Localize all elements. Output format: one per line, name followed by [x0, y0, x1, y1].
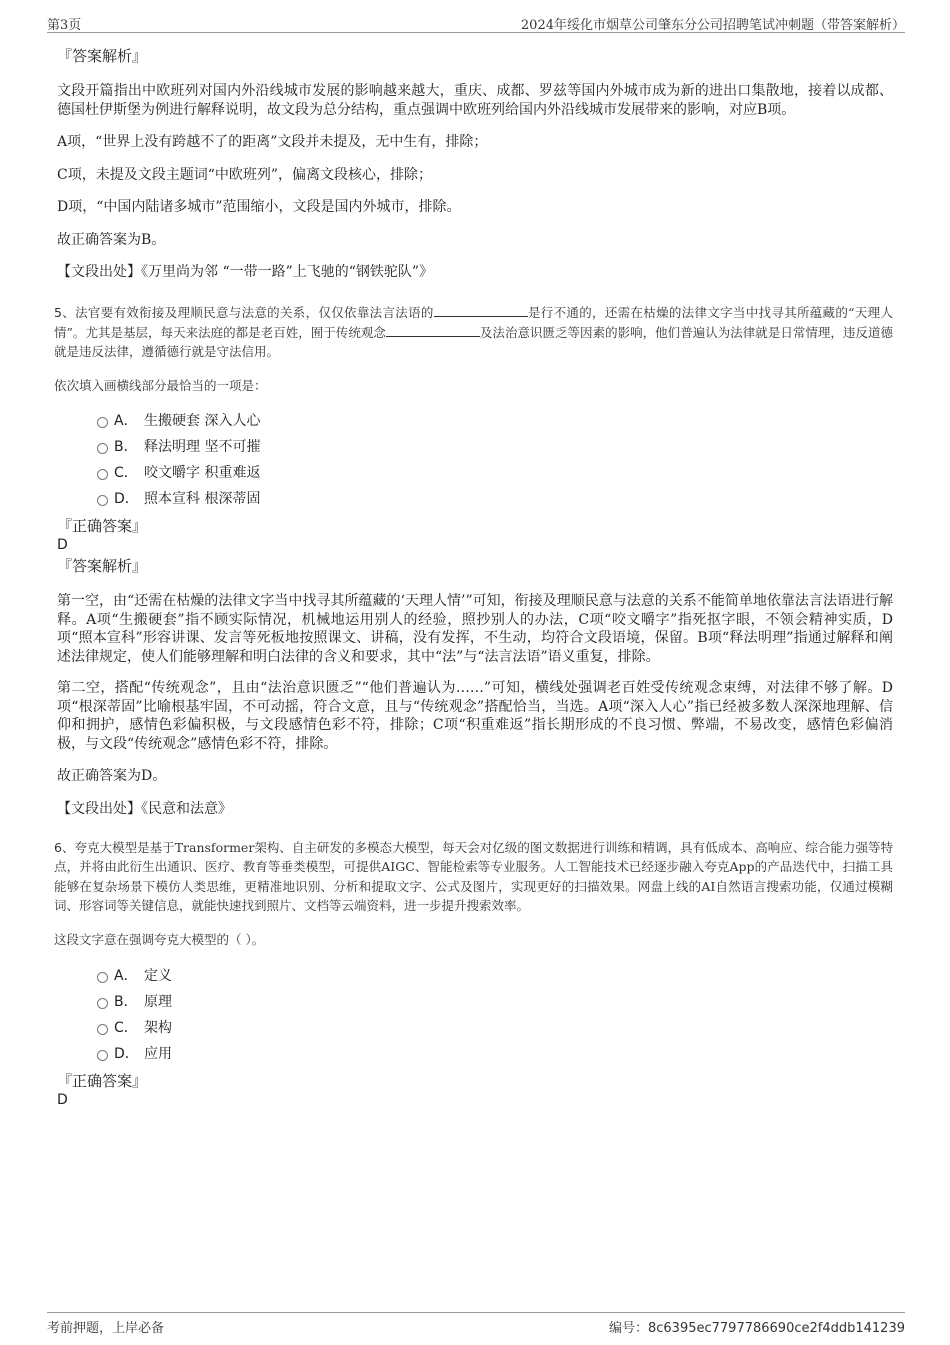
q6-options — [57, 963, 893, 1067]
passage-source: 【文段出处】《万里尚为邻 “一带一路”上飞驰的“钢铁驼队”》 — [57, 264, 434, 280]
analysis-paragraph: 文段开篇指出中欧班列对国内外沿线城市发展的影响越来越大，重庆、成都、罗兹等国内外城市成为新的进出口集散地，接着以成都、德国杜伊斯堡为例进行解释说明，故文段为总分结构，重点强调中欧班列给国内外沿线城市发展带来的影响，对应B项。 — [57, 83, 893, 118]
fill-blank-2 — [386, 324, 480, 337]
fill-blank-1 — [434, 304, 528, 317]
radio-button-icon[interactable] — [97, 998, 108, 1009]
code-label: 编号： — [608, 1321, 648, 1336]
question-prompt: 这段文字意在强调夸克大模型的（ ）。 — [54, 931, 265, 947]
footer-slogan: 考前押题，上岸必备 — [47, 1321, 165, 1336]
option-c[interactable]: C． 架构 — [57, 1015, 893, 1041]
correct-answer: D — [57, 1092, 68, 1108]
page-number: 第3页 — [47, 18, 82, 33]
correct-answer-label: 『正确答案』 — [57, 517, 148, 535]
radio-button-icon[interactable] — [97, 1050, 108, 1061]
q5-options — [57, 408, 893, 512]
document-code — [609, 1317, 905, 1336]
analysis-paragraph: D项，“中国内陆诸多城市”范围缩小，文段是国内外城市，排除。 — [57, 199, 461, 215]
answer-conclusion: 故正确答案为D。 — [57, 768, 167, 784]
radio-button-icon[interactable] — [97, 972, 108, 983]
page-content — [54, 44, 894, 1109]
radio-button-icon[interactable] — [97, 1024, 108, 1035]
page-header — [47, 12, 905, 33]
answer-conclusion: 故正确答案为B。 — [57, 231, 166, 248]
option-b[interactable]: B． 释法明理 坚不可摧 — [57, 434, 893, 460]
page-footer — [47, 1312, 905, 1335]
option-d[interactable]: D． 应用 — [57, 1041, 893, 1067]
question-number: 6、 — [54, 839, 75, 855]
question-5-stem: 5、法官要有效衔接及理顺民意与法意的关系，仅仅依靠法言法语的 是行不通的，还需在枯燥的法律文字当中找寻其所蕴藏的“天理人情”。尤其是基层，每天来法庭的都是老百姓，囿于传统观念 及法治意识匮乏等因素的影响，他们普遍认为法律就是日常情理，违反道德就是违反法律，遵循德行就是守法信用。 — [54, 305, 893, 359]
analysis-paragraph: 第一空，由“还需在枯燥的法律文字当中找寻其所蕴藏的‘天理人情’”可知，衔接及理顺民意与法意的关系不能简单地依靠法言法语进行解释。A项“生搬硬套”指不顾实际情况，机械地运用别人的经验，照抄别人的办法，C项“咬文嚼字”指死抠字眼，不领会精神实质，D项“照本宣科”形容讲课、发言等死板地按照课文、讲稿，没有发挥，不生动，均符合文段语境，保留。B项“释法明理”指通过解释和阐述法律规定，使人们能够理解和明白法律的含义和要求，其中“法”与“法言法语”语义重复，排除。 — [57, 593, 893, 665]
analysis-label: 『答案解析』 — [57, 47, 148, 65]
correct-answer: D — [57, 537, 68, 553]
analysis-paragraph: 第二空，搭配“传统观念”，且由“法治意识匮乏”“他们普遍认为……”可知，横线处强调老百姓受传统观念束缚，对法律不够了解。D项“根深蒂固”比喻根基牢固，不可动摇，符合文意，且与“传统观念”搭配恰当，当选。A项“深入人心”指已经被多数人深深地理解、信仰和拥护，感情色彩偏积极，与文段感情色彩不符，排除；C项“积重难返”指长期形成的不良习惯、弊端，不易改变，感情色彩偏消极，与文段“传统观念”感情色彩不符，排除。 — [57, 680, 893, 752]
document-title: 2024年绥化市烟草公司肇东分公司招聘笔试冲刺题（带答案解析） — [520, 18, 905, 33]
radio-button-icon[interactable] — [97, 417, 108, 428]
correct-answer-label: 『正确答案』 — [57, 1072, 148, 1090]
option-a[interactable]: A． 生搬硬套 深入人心 — [57, 408, 893, 434]
option-a[interactable]: A． 定义 — [57, 963, 893, 989]
option-b[interactable]: B． 原理 — [57, 989, 893, 1015]
question-prompt: 依次填入画横线部分最恰当的一项是： — [54, 377, 267, 393]
option-d[interactable]: D． 照本宣科 根深蒂固 — [57, 486, 893, 512]
radio-button-icon[interactable] — [97, 443, 108, 454]
radio-button-icon[interactable] — [97, 495, 108, 506]
analysis-paragraph: C项，未提及文段主题词“中欧班列”，偏离文段核心，排除； — [57, 166, 433, 183]
analysis-label: 『答案解析』 — [57, 557, 148, 575]
code-value: 8c6395ec7797786690ce2f4ddb141239 — [647, 1321, 905, 1336]
option-c[interactable]: C． 咬文嚼字 积重难返 — [57, 460, 893, 486]
question-number: 5、 — [54, 305, 76, 320]
radio-button-icon[interactable] — [97, 469, 108, 480]
passage-source: 【文段出处】《民意和法意》 — [57, 800, 232, 817]
analysis-paragraph: A项，“世界上没有跨越不了的距离”文段并未提及，无中生有，排除； — [57, 134, 488, 150]
question-6-stem: 6、夸克大模型是基于Transformer架构、自主研发的多模态大模型，每天会对亿级的图文数据进行训练和精调，具有低成本、高响应、综合能力强等特点，并将由此衍生出通识、医疗、教育等垂类模型，可提供AIGC、智能检索等专业服务。人工智能技术已经逐步融入夸克App的产品迭代中，扫描工具能够在复杂场景下模仿人类思维，更精准地识别、分析和提取文字、公式及图片，实现更好的扫描效果。网盘上线的AI自然语言搜索功能，仅通过模糊词、形容词等关键信息，就能快速找到照片、文档等云端资料，进一步提升搜索效率。 — [54, 839, 894, 913]
